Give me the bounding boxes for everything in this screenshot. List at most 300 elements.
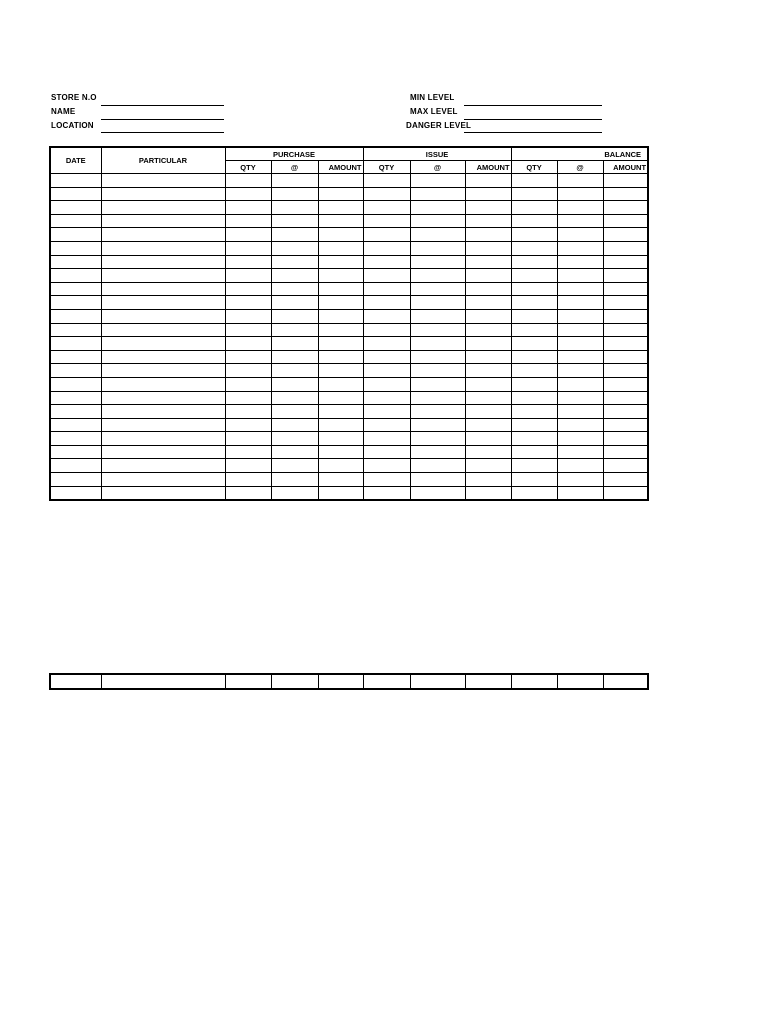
table-cell[interactable] [225,241,271,255]
table-cell[interactable] [557,255,603,269]
table-cell[interactable] [271,418,318,432]
table-cell[interactable] [101,201,225,215]
table-cell[interactable] [410,241,465,255]
table-cell[interactable] [271,214,318,228]
table-cell[interactable] [511,174,557,188]
table-row [50,201,648,215]
table-cell[interactable] [271,174,318,188]
table-cell[interactable] [271,473,318,487]
table-cell[interactable] [225,377,271,391]
table-cell[interactable] [318,241,363,255]
table-cell[interactable] [465,323,511,337]
table-cell[interactable] [101,377,225,391]
table-cell[interactable] [363,241,410,255]
table-cell[interactable] [318,432,363,446]
table-cell[interactable] [557,405,603,419]
table-cell[interactable] [603,459,648,473]
purchase-qty-header: QTY [225,161,271,174]
total-cell[interactable] [410,674,465,689]
total-cell[interactable] [363,674,410,689]
table-cell[interactable] [50,418,101,432]
table-cell[interactable] [271,309,318,323]
table-cell[interactable] [318,418,363,432]
table-cell[interactable] [225,391,271,405]
table-cell[interactable] [557,432,603,446]
table-cell[interactable] [603,214,648,228]
table-cell[interactable] [225,459,271,473]
table-cell[interactable] [465,405,511,419]
table-cell[interactable] [410,214,465,228]
table-cell[interactable] [318,405,363,419]
table-cell[interactable] [603,432,648,446]
total-cell[interactable] [225,674,271,689]
table-cell[interactable] [557,445,603,459]
table-cell[interactable] [363,323,410,337]
table-cell[interactable] [410,228,465,242]
total-cell[interactable] [557,674,603,689]
table-cell[interactable] [318,269,363,283]
table-cell[interactable] [318,309,363,323]
table-cell[interactable] [557,228,603,242]
table-cell[interactable] [465,377,511,391]
table-cell[interactable] [101,459,225,473]
table-cell[interactable] [465,282,511,296]
table-cell[interactable] [50,241,101,255]
table-cell[interactable] [511,282,557,296]
table-cell[interactable] [50,269,101,283]
table-cell[interactable] [557,337,603,351]
table-cell[interactable] [603,174,648,188]
table-cell[interactable] [511,309,557,323]
table-cell[interactable] [511,445,557,459]
table-row [50,459,648,473]
table-cell[interactable] [410,473,465,487]
table-cell[interactable] [101,364,225,378]
table-cell[interactable] [410,187,465,201]
table-cell[interactable] [50,432,101,446]
table-cell[interactable] [557,459,603,473]
table-cell[interactable] [50,255,101,269]
table-row [50,187,648,201]
table-cell[interactable] [603,337,648,351]
table-cell[interactable] [101,486,225,500]
table-cell[interactable] [465,187,511,201]
min-level-field[interactable] [464,105,602,106]
table-cell[interactable] [271,269,318,283]
table-cell[interactable] [465,269,511,283]
table-cell[interactable] [465,473,511,487]
table-cell[interactable] [410,337,465,351]
table-cell[interactable] [511,486,557,500]
table-cell[interactable] [410,282,465,296]
table-cell[interactable] [225,323,271,337]
table-cell[interactable] [271,391,318,405]
table-cell[interactable] [603,391,648,405]
table-cell[interactable] [603,473,648,487]
table-cell[interactable] [101,432,225,446]
table-cell[interactable] [557,241,603,255]
table-cell[interactable] [101,214,225,228]
table-cell[interactable] [50,377,101,391]
table-row [50,255,648,269]
table-cell[interactable] [363,174,410,188]
table-cell[interactable] [318,323,363,337]
table-cell[interactable] [225,445,271,459]
table-cell[interactable] [603,350,648,364]
table-cell[interactable] [557,350,603,364]
table-cell[interactable] [465,296,511,310]
table-cell[interactable] [225,214,271,228]
table-cell[interactable] [410,459,465,473]
table-cell[interactable] [465,350,511,364]
table-cell[interactable] [50,309,101,323]
table-cell[interactable] [101,405,225,419]
balance-header: BALANCE [511,147,648,161]
table-cell[interactable] [101,241,225,255]
table-cell[interactable] [225,228,271,242]
table-cell[interactable] [465,364,511,378]
table-cell[interactable] [465,309,511,323]
table-cell[interactable] [318,377,363,391]
table-cell[interactable] [410,432,465,446]
table-cell[interactable] [557,486,603,500]
table-cell[interactable] [410,486,465,500]
table-cell[interactable] [363,486,410,500]
table-cell[interactable] [410,323,465,337]
table-cell[interactable] [271,364,318,378]
table-cell[interactable] [50,445,101,459]
table-cell[interactable] [363,459,410,473]
table-cell[interactable] [225,309,271,323]
table-cell[interactable] [557,309,603,323]
table-cell[interactable] [271,201,318,215]
table-cell[interactable] [410,391,465,405]
totals-table [49,673,649,690]
table-cell[interactable] [363,187,410,201]
table-cell[interactable] [101,418,225,432]
table-cell[interactable] [603,377,648,391]
table-cell[interactable] [363,432,410,446]
table-row [50,174,648,188]
table-cell[interactable] [410,405,465,419]
table-cell[interactable] [50,405,101,419]
table-cell[interactable] [271,445,318,459]
table-cell[interactable] [225,201,271,215]
table-cell[interactable] [603,323,648,337]
table-cell[interactable] [101,269,225,283]
table-cell[interactable] [50,201,101,215]
table-cell[interactable] [271,350,318,364]
table-cell[interactable] [318,445,363,459]
table-cell[interactable] [511,337,557,351]
table-cell[interactable] [511,201,557,215]
table-cell[interactable] [465,459,511,473]
table-cell[interactable] [465,432,511,446]
table-row [50,269,648,283]
table-cell[interactable] [511,323,557,337]
table-cell[interactable] [363,364,410,378]
table-cell[interactable] [603,255,648,269]
table-cell[interactable] [410,174,465,188]
table-cell[interactable] [511,377,557,391]
table-cell[interactable] [271,282,318,296]
table-cell[interactable] [363,214,410,228]
table-cell[interactable] [363,405,410,419]
table-cell[interactable] [557,201,603,215]
table-cell[interactable] [225,486,271,500]
table-cell[interactable] [101,309,225,323]
total-cell[interactable] [271,674,318,689]
table-cell[interactable] [603,241,648,255]
table-cell[interactable] [363,350,410,364]
table-cell[interactable] [318,255,363,269]
table-row [50,323,648,337]
total-cell[interactable] [465,674,511,689]
table-row [50,309,648,323]
table-cell[interactable] [465,486,511,500]
name-field[interactable] [101,119,224,120]
table-cell[interactable] [101,337,225,351]
table-cell[interactable] [603,309,648,323]
table-cell[interactable] [271,377,318,391]
table-cell[interactable] [465,201,511,215]
table-cell[interactable] [557,296,603,310]
table-cell[interactable] [50,187,101,201]
table-cell[interactable] [101,473,225,487]
table-cell[interactable] [363,269,410,283]
table-cell[interactable] [225,255,271,269]
table-cell[interactable] [363,391,410,405]
table-cell[interactable] [557,418,603,432]
total-cell[interactable] [101,674,225,689]
total-cell[interactable] [603,674,648,689]
table-row [50,486,648,500]
table-cell[interactable] [603,228,648,242]
table-cell[interactable] [511,405,557,419]
table-cell[interactable] [410,377,465,391]
table-row [50,405,648,419]
table-cell[interactable] [225,296,271,310]
table-cell[interactable] [101,391,225,405]
table-cell[interactable] [603,282,648,296]
table-cell[interactable] [603,201,648,215]
table-cell[interactable] [271,337,318,351]
table-cell[interactable] [363,309,410,323]
table-cell[interactable] [271,405,318,419]
table-cell[interactable] [50,391,101,405]
table-cell[interactable] [318,228,363,242]
table-cell[interactable] [410,364,465,378]
table-cell[interactable] [410,309,465,323]
table-cell[interactable] [318,459,363,473]
table-cell[interactable] [50,337,101,351]
table-cell[interactable] [271,228,318,242]
table-cell[interactable] [50,228,101,242]
table-cell[interactable] [318,296,363,310]
table-cell[interactable] [50,323,101,337]
table-cell[interactable] [363,255,410,269]
table-cell[interactable] [511,473,557,487]
max-level-label: MAX LEVEL [410,107,458,116]
table-cell[interactable] [50,364,101,378]
table-cell[interactable] [50,459,101,473]
table-cell[interactable] [511,364,557,378]
table-cell[interactable] [603,187,648,201]
table-cell[interactable] [50,174,101,188]
table-cell[interactable] [603,364,648,378]
table-cell[interactable] [511,418,557,432]
total-cell[interactable] [50,674,101,689]
table-cell[interactable] [225,350,271,364]
table-cell[interactable] [465,391,511,405]
table-cell[interactable] [465,174,511,188]
table-cell[interactable] [603,486,648,500]
table-cell[interactable] [511,228,557,242]
table-cell[interactable] [410,201,465,215]
table-cell[interactable] [363,418,410,432]
table-cell[interactable] [557,473,603,487]
table-cell[interactable] [101,228,225,242]
table-cell[interactable] [465,214,511,228]
table-cell[interactable] [318,282,363,296]
table-cell[interactable] [465,418,511,432]
table-cell[interactable] [225,418,271,432]
table-cell[interactable] [363,445,410,459]
table-cell[interactable] [271,432,318,446]
table-cell[interactable] [318,337,363,351]
table-cell[interactable] [363,228,410,242]
table-cell[interactable] [50,296,101,310]
table-cell[interactable] [271,459,318,473]
table-cell[interactable] [511,241,557,255]
table-cell[interactable] [318,187,363,201]
table-cell[interactable] [410,255,465,269]
table-cell[interactable] [101,187,225,201]
table-cell[interactable] [465,241,511,255]
table-cell[interactable] [511,350,557,364]
table-cell[interactable] [50,214,101,228]
table-cell[interactable] [225,269,271,283]
table-cell[interactable] [557,391,603,405]
table-cell[interactable] [318,201,363,215]
table-cell[interactable] [101,174,225,188]
table-cell[interactable] [225,432,271,446]
table-cell[interactable] [363,201,410,215]
table-cell[interactable] [101,445,225,459]
table-cell[interactable] [318,391,363,405]
table-cell[interactable] [603,418,648,432]
total-cell[interactable] [318,674,363,689]
table-cell[interactable] [50,350,101,364]
table-cell[interactable] [363,296,410,310]
table-cell[interactable] [410,296,465,310]
table-cell[interactable] [225,174,271,188]
table-cell[interactable] [318,214,363,228]
table-cell[interactable] [511,269,557,283]
table-cell[interactable] [557,282,603,296]
table-cell[interactable] [318,473,363,487]
table-cell[interactable] [363,473,410,487]
table-cell[interactable] [603,445,648,459]
table-cell[interactable] [511,214,557,228]
table-cell[interactable] [271,296,318,310]
table-cell[interactable] [557,214,603,228]
table-cell[interactable] [101,255,225,269]
table-cell[interactable] [557,174,603,188]
table-cell[interactable] [603,296,648,310]
table-cell[interactable] [465,255,511,269]
danger-level-field[interactable] [464,132,602,133]
table-cell[interactable] [101,350,225,364]
table-cell[interactable] [511,391,557,405]
table-cell[interactable] [50,282,101,296]
table-cell[interactable] [225,473,271,487]
table-cell[interactable] [465,337,511,351]
table-cell[interactable] [318,350,363,364]
table-cell[interactable] [410,269,465,283]
table-cell[interactable] [271,187,318,201]
table-cell[interactable] [410,445,465,459]
table-cell[interactable] [511,187,557,201]
table-cell[interactable] [318,364,363,378]
table-cell[interactable] [557,269,603,283]
table-cell[interactable] [271,255,318,269]
table-cell[interactable] [603,405,648,419]
table-cell[interactable] [225,364,271,378]
table-cell[interactable] [50,486,101,500]
table-cell[interactable] [271,486,318,500]
table-row [50,228,648,242]
table-cell[interactable] [603,269,648,283]
table-cell[interactable] [318,174,363,188]
location-field[interactable] [101,132,224,133]
table-cell[interactable] [410,418,465,432]
table-cell[interactable] [465,228,511,242]
table-cell[interactable] [225,337,271,351]
table-cell[interactable] [557,377,603,391]
balance-qty-header: QTY [511,161,557,174]
purchase-amount-header: AMOUNT [318,161,363,174]
max-level-field[interactable] [464,119,602,120]
table-cell[interactable] [511,459,557,473]
table-cell[interactable] [363,282,410,296]
table-cell[interactable] [271,323,318,337]
total-cell[interactable] [511,674,557,689]
table-cell[interactable] [363,377,410,391]
table-cell[interactable] [557,364,603,378]
table-cell[interactable] [511,255,557,269]
table-cell[interactable] [101,282,225,296]
table-cell[interactable] [557,323,603,337]
table-cell[interactable] [511,296,557,310]
table-cell[interactable] [511,432,557,446]
table-cell[interactable] [363,337,410,351]
table-cell[interactable] [410,350,465,364]
table-cell[interactable] [271,241,318,255]
store-no-field[interactable] [101,105,224,106]
table-cell[interactable] [225,405,271,419]
table-cell[interactable] [225,187,271,201]
table-cell[interactable] [557,187,603,201]
table-cell[interactable] [101,296,225,310]
name-label: NAME [51,107,76,116]
table-cell[interactable] [101,323,225,337]
table-cell[interactable] [225,282,271,296]
table-cell[interactable] [50,473,101,487]
table-cell[interactable] [318,486,363,500]
table-cell[interactable] [465,445,511,459]
min-level-label: MIN LEVEL [410,93,455,102]
